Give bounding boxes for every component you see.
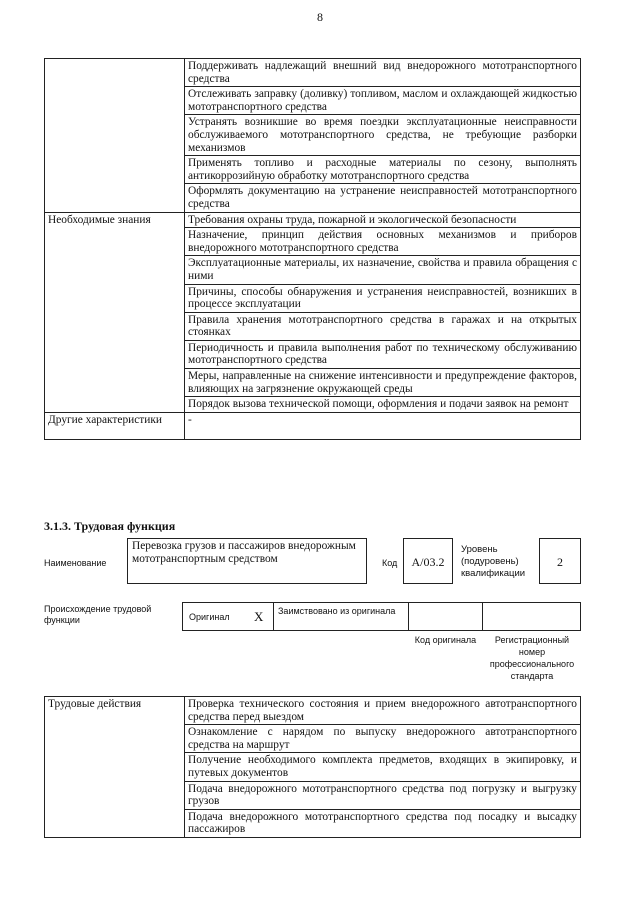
borrowed-label: Заимствовано из оригинала [278,606,396,616]
table-cell-text: Назначение, принцип действия основных механизмов и приборов внедорожного мототранспортного средства [185,228,581,256]
skills-knowledge-table [44,58,581,440]
table-cell-text: Применять топливо и расходные материалы по сезону, выполнять антикоррозийную обработку мототранспортного средства [185,156,581,184]
original-cell [182,602,274,631]
table-cell-text: Меры, направленные на снижение интенсивности и предупреждение факторов, влияющих на загрязнение окружающей среды [185,369,581,397]
borrowed-cell [273,602,409,631]
reg-number-caption: Регистрационный номер профессионального стандарта [489,635,575,681]
origin-label: Происхождение трудовой функции [44,604,152,625]
page-number: 8 [317,10,323,24]
name-label: Наименование [44,558,107,568]
function-name-box [127,538,367,584]
table-cell-text: Устранять возникшие во время поездки эксплуатационные неисправности обслуживаемого мототранспортного средства, не требующие разборки механизмов [185,115,581,156]
table-cell-label: Трудовые действия [45,697,185,838]
code-original-cell [408,602,483,631]
code-label: Код [382,558,398,568]
table-cell-text: Оформлять документацию на устранение неисправностей мототранспортного средства [185,184,581,212]
original-label: Оригинал [189,612,230,622]
table-cell-text: Подача внедорожного мототранспортного средства под погрузку и выгрузку грузов [185,781,581,809]
table-cell-label: Другие характеристики [45,412,185,439]
table-cell-label [45,59,185,213]
code-value: A/03.2 [411,555,445,569]
table-cell-text: Причины, способы обнаружения и устранения неисправностей, возникших в процессе эксплуатации [185,284,581,312]
table-cell-text: Подача внедорожного мототранспортного средства под посадку и высадку пассажиров [185,809,581,837]
table-cell-text: Отслеживать заправку (доливку) топливом, маслом и охлаждающей жидкостью мототранспортного средства [185,87,581,115]
table-cell-text: Правила хранения мототранспортного средства в гаражах и на открытых стоянках [185,312,581,340]
table-cell-text: Периодичность и правила выполнения работ по техническому обслуживанию мототранспортного средства [185,340,581,368]
level-label: Уровень (подуровень) квалификации [461,544,526,579]
function-name-value: Перевозка грузов и пассажиров внедорожным мототранспортным средством [132,540,356,565]
original-mark: X [254,609,264,624]
reg-number-cell [482,602,581,631]
code-original-caption: Код оригинала [414,635,477,645]
table-cell-text: Ознакомление с нарядом по выпуску внедорожного автотранспортного средства на маршрут [185,725,581,753]
table-cell-text: Проверка технического состояния и прием внедорожного автотранспортного средства перед выездом [185,697,581,725]
labor-actions-table [44,696,581,838]
table-cell-text: Требования охраны труда, пожарной и экологической безопасности [185,212,581,228]
table-cell-text: Эксплуатационные материалы, их назначение, свойства и правила обращения с ними [185,256,581,284]
level-box [539,538,581,584]
table-cell-text: - [185,412,581,439]
code-box [403,538,453,584]
level-value: 2 [557,555,563,569]
table-cell-text: Поддерживать надлежащий внешний вид внедорожного мототранспортного средства [185,59,581,87]
table-cell-text: Получение необходимого комплекта предметов, входящих в экипировку, и путевых документов [185,753,581,781]
section-heading: 3.1.3. Трудовая функция [44,519,176,533]
table-cell-label: Необходимые знания [45,212,185,412]
table-cell-text: Порядок вызова технической помощи, оформления и подачи заявок на ремонт [185,397,581,413]
